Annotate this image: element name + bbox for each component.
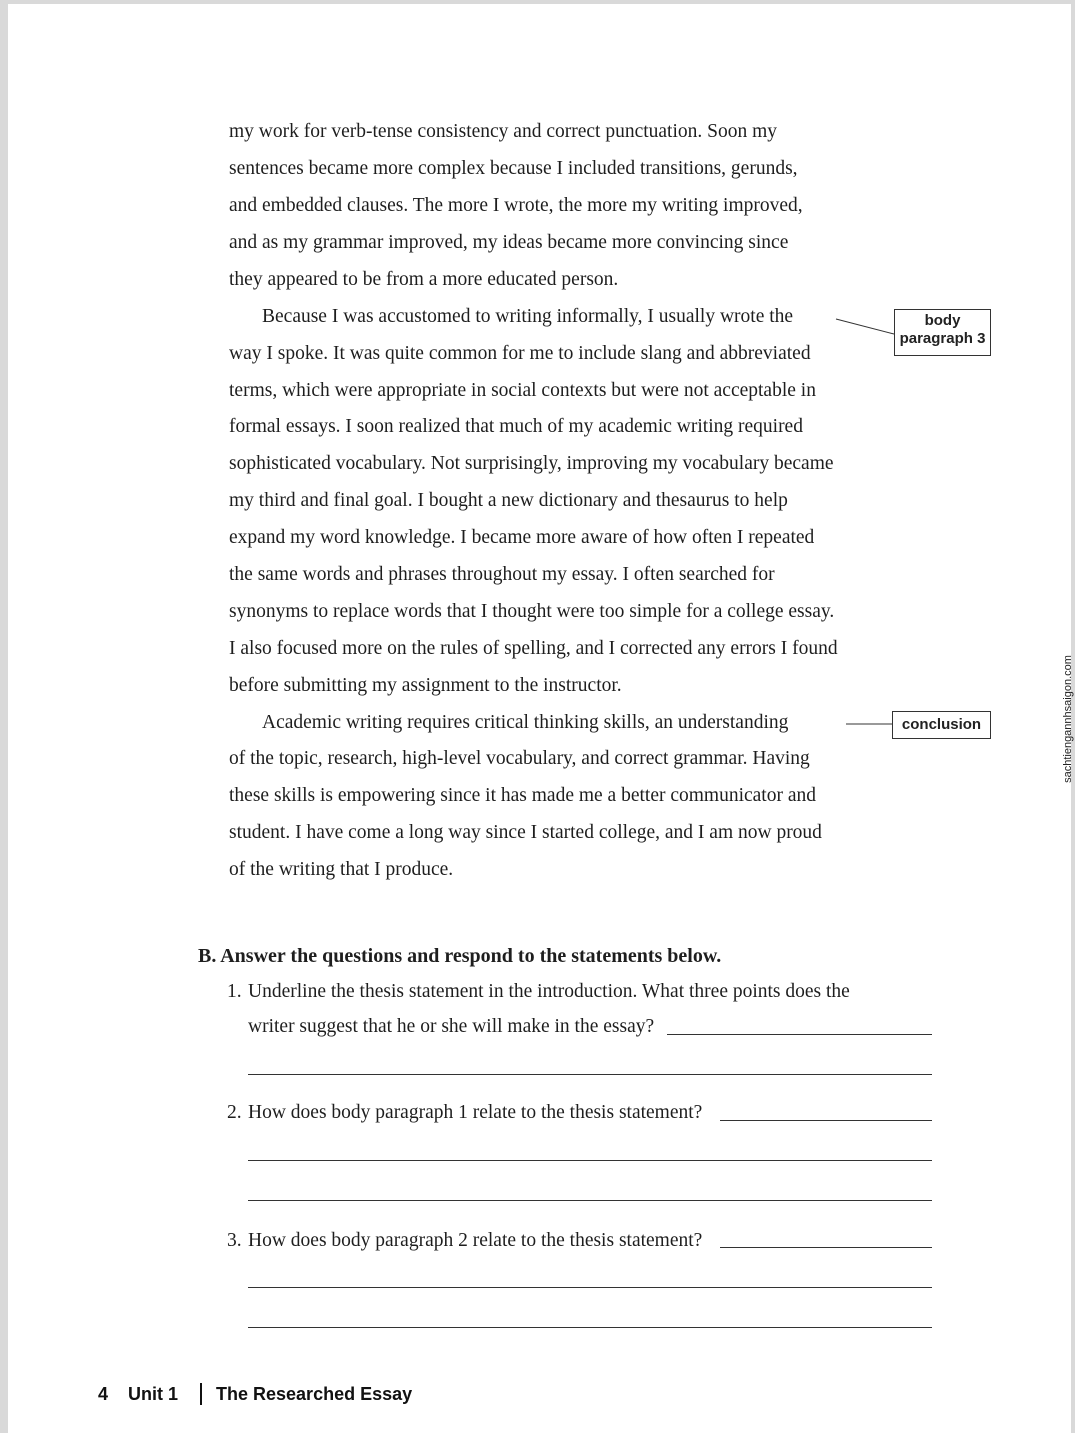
question-1-number: 1. <box>227 981 242 1002</box>
document-page <box>8 4 1074 1433</box>
question-1-text-1: Underline the thesis statement in the introduction. What three points does the <box>248 981 850 1002</box>
body-paragraph-3-label <box>894 309 991 356</box>
answer-line[interactable] <box>720 1247 932 1248</box>
essay-line: my work for verb-tense consistency and correct punctuation. Soon my <box>229 121 778 142</box>
essay-line: sophisticated vocabulary. Not surprisingly, improving my vocabulary became <box>229 453 834 474</box>
essay-line: the same words and phrases throughout my essay. I often searched for <box>229 564 775 585</box>
page-number: 4 <box>98 1384 109 1404</box>
answer-line[interactable] <box>667 1034 932 1035</box>
essay-line: these skills is empowering since it has made me a better communicator and <box>229 785 816 806</box>
body-paragraph-3-leader <box>836 319 894 334</box>
footer-divider <box>200 1383 202 1405</box>
question-2-text: How does body paragraph 1 relate to the thesis statement? <box>248 1102 703 1123</box>
essay-line: formal essays. I soon realized that much of my academic writing required <box>229 416 803 437</box>
conclusion-label: conclusion <box>892 711 991 739</box>
essay-line: and as my grammar improved, my ideas became more convincing since <box>229 232 789 253</box>
answer-line[interactable] <box>248 1327 932 1328</box>
essay-line: synonyms to replace words that I thought were too simple for a college essay. <box>229 601 835 622</box>
essay-line: way I spoke. It was quite common for me to include slang and abbreviated <box>229 343 811 364</box>
essay-line: my third and final goal. I bought a new dictionary and thesaurus to help <box>229 490 788 511</box>
question-3-number: 3. <box>227 1230 242 1251</box>
page-footer <box>98 1383 412 1405</box>
essay-line: of the topic, research, high-level vocabulary, and correct grammar. Having <box>229 748 810 769</box>
essay-line: they appeared to be from a more educated person. <box>229 269 619 290</box>
essay-line: Because I was accustomed to writing informally, I usually wrote the <box>262 306 794 327</box>
body-label-line2: paragraph 3 <box>899 330 986 347</box>
essay-line: of the writing that I produce. <box>229 859 454 880</box>
question-1-line-1 <box>227 980 850 1004</box>
footer-title: The Researched Essay <box>216 1384 413 1404</box>
answer-line[interactable] <box>248 1074 932 1075</box>
section-b-heading: B. Answer the questions and respond to the statements below. <box>198 945 722 967</box>
essay-line: I also focused more on the rules of spelling, and I corrected any errors I found <box>229 638 838 659</box>
essay-line: and embedded clauses. The more I wrote, the more my writing improved, <box>229 195 803 216</box>
question-3 <box>227 1229 702 1253</box>
answer-line[interactable] <box>248 1287 932 1288</box>
question-2-number: 2. <box>227 1102 242 1123</box>
essay-line: student. I have come a long way since I started college, and I am now proud <box>229 822 822 843</box>
unit-label: Unit 1 <box>128 1384 179 1404</box>
watermark: sachtiengannhsaigon.com <box>1062 655 1074 783</box>
body-label-line1: body <box>924 312 961 329</box>
answer-line[interactable] <box>248 1200 932 1201</box>
essay-line: before submitting my assignment to the instructor. <box>229 675 622 696</box>
answer-line[interactable] <box>248 1160 932 1161</box>
essay-line: terms, which were appropriate in social contexts but were not acceptable in <box>229 380 816 401</box>
essay-line: expand my word knowledge. I became more aware of how often I repeated <box>229 527 815 548</box>
question-2 <box>227 1101 702 1125</box>
question-1-line-2: writer suggest that he or she will make in the essay? <box>248 1016 655 1037</box>
answer-line[interactable] <box>720 1120 932 1121</box>
question-3-text: How does body paragraph 2 relate to the thesis statement? <box>248 1230 703 1251</box>
essay-line: Academic writing requires critical thinking skills, an understanding <box>262 712 789 733</box>
essay-line: sentences became more complex because I included transitions, gerunds, <box>229 158 798 179</box>
